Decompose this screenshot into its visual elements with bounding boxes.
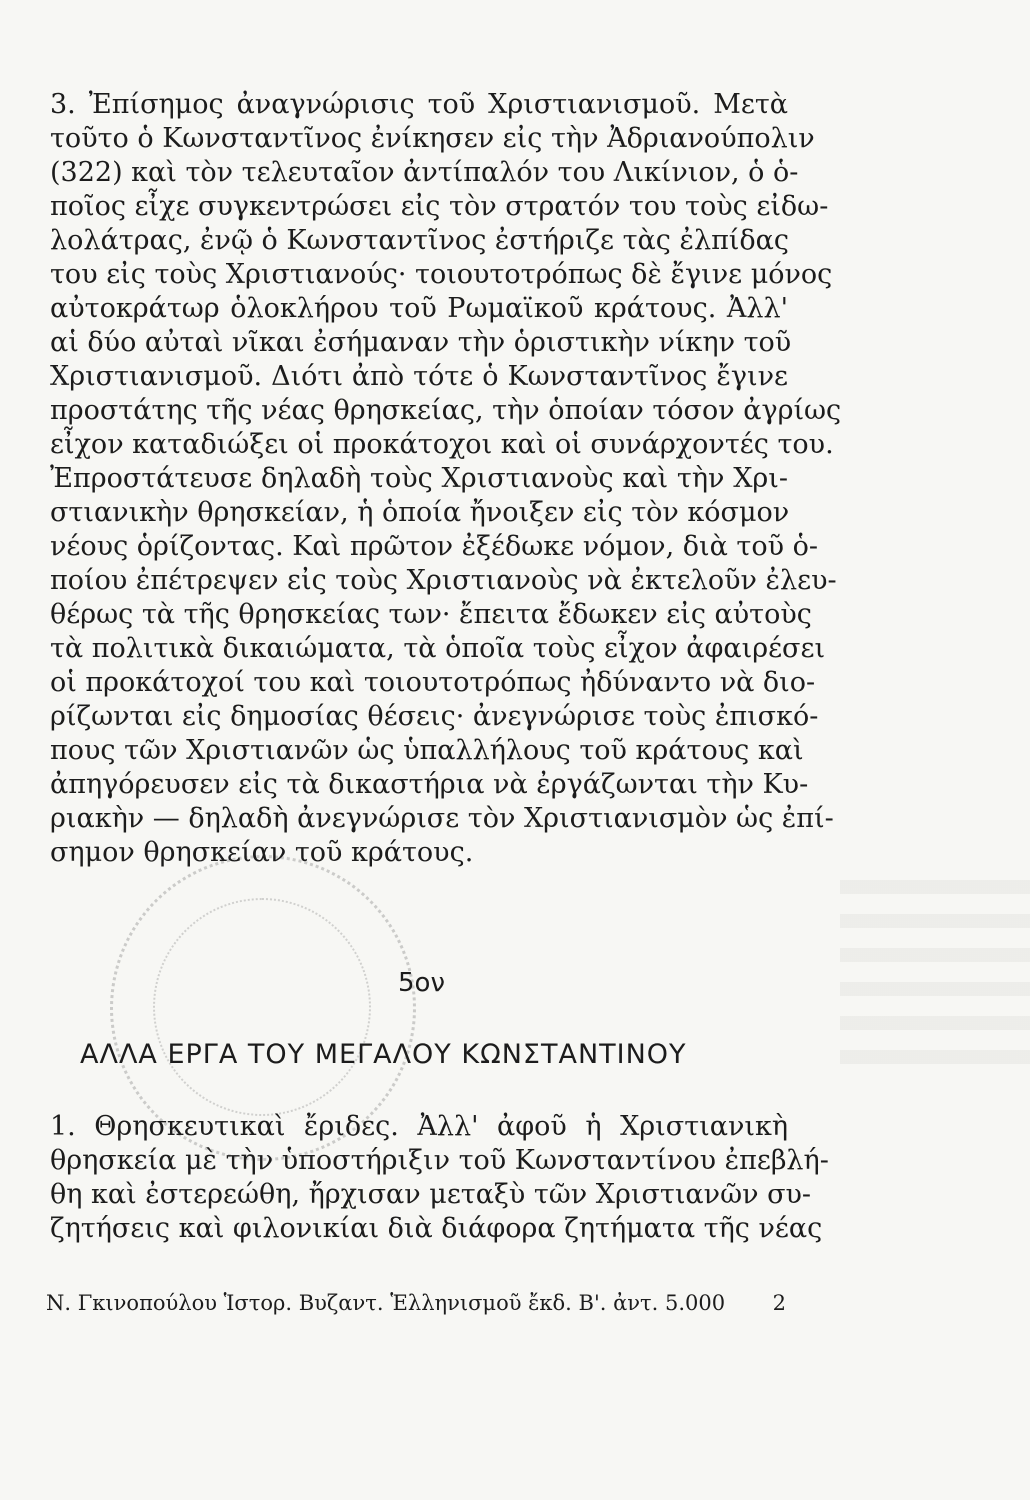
paragraph1-line: νέους ὁρίζοντας. Καὶ πρῶτον ἐξέδωκε νόμον, διὰ τοῦ ὁ- xyxy=(50,531,818,562)
paragraph1-line: λολάτρας, ἐνῷ ὁ Κωνσταντῖνος ἐστήριζε τὰς ἐλπίδας xyxy=(50,225,790,256)
paragraph1-line: 3. Ἐπίσημος ἀναγνώρισις τοῦ Χριστιανισμοῦ. Μετὰ xyxy=(50,89,788,120)
page-footer xyxy=(46,1288,786,1318)
paragraph1-line: αἱ δύο αὐταὶ νῖκαι ἐσήμαναν τὴν ὁριστικὴν νίκην τοῦ xyxy=(50,327,792,358)
paragraph1-line: θέρως τὰ τῆς θρησκείας των· ἔπειτα ἔδωκεν εἰς αὐτοὺς xyxy=(50,599,812,630)
paragraph1-line: ποῖος εἶχε συγκεντρώσει εἰς τὸν στρατόν του τοὺς εἰδω- xyxy=(50,191,829,222)
paragraph1-line: τὰ πολιτικὰ δικαιώματα, τὰ ὁποῖα τοὺς εἶχον ἀφαιρέσει xyxy=(50,633,826,664)
paragraph2-line: θρησκεία μὲ τὴν ὑποστήριξιν τοῦ Κωνσταντίνου ἐπεβλή- xyxy=(50,1145,829,1176)
paragraph2-line: ζητήσεις καὶ φιλονικίαι διὰ διάφορα ζητήματα τῆς νέας xyxy=(50,1213,823,1244)
paragraph1-line: εἶχον καταδιώξει οἱ προκάτοχοι καὶ οἱ συνάρχοντές του. xyxy=(50,429,834,460)
paragraph1-line: (322) καὶ τὸν τελευταῖον ἀντίπαλόν του Λικίνιον, ὁ ὁ- xyxy=(50,157,799,188)
paragraph1-line: του εἰς τοὺς Χριστιανούς· τοιουτοτρόπως δὲ ἔγινε μόνος xyxy=(50,259,833,290)
paragraph1-line: Χριστιανισμοῦ. Διότι ἀπὸ τότε ὁ Κωνσταντῖνος ἔγινε xyxy=(50,361,788,392)
paragraph1-line: αὐτοκράτωρ ὁλοκλήρου τοῦ Ρωμαϊκοῦ κράτους. Ἀλλ' xyxy=(50,293,788,324)
paragraph1-line: ριακὴν — δηλαδὴ ἀνεγνώρισε τὸν Χριστιανισμὸν ὡς ἐπί- xyxy=(50,803,834,834)
paragraph1-line: Ἐπροστάτευσε δηλαδὴ τοὺς Χριστιανοὺς καὶ τὴν Χρι- xyxy=(50,463,788,494)
paragraph1-line: ρίζωνται εἰς δημοσίας θέσεις· ἀνεγνώρισε τοὺς ἐπισκό- xyxy=(50,701,819,732)
section-number: 5ον xyxy=(398,968,445,998)
paragraph1-line: σημον θρησκείαν τοῦ κράτους. xyxy=(50,837,474,868)
bleed-through-text xyxy=(840,880,1030,1080)
page-number: 2 xyxy=(772,1291,786,1315)
paragraph2-line: θη καὶ ἐστερεώθη, ἤρχισαν μεταξὺ τῶν Χριστιανῶν συ- xyxy=(50,1179,812,1210)
paragraph1-line: οἱ προκάτοχοί του καὶ τοιουτοτρόπως ἠδύναντο νὰ διο- xyxy=(50,667,816,698)
paragraph1-line: ποίου ἐπέτρεψεν εἰς τοὺς Χριστιανοὺς νὰ ἐκτελοῦν ἐλευ- xyxy=(50,565,837,596)
footer-citation: Ν. Γκινοπούλου Ἱστορ. Βυζαντ. Ἑλληνισμοῦ ἔκδ. Β'. ἀντ. 5.000 xyxy=(46,1291,726,1315)
paragraph2-line: 1. Θρησκευτικαὶ ἔριδες. Ἀλλ' ἀφοῦ ἡ Χριστιανικὴ xyxy=(50,1111,788,1142)
paragraph1-line: πους τῶν Χριστιανῶν ὡς ὑπαλλήλους τοῦ κράτους καὶ xyxy=(50,735,804,766)
chapter-title: ΑΛΛΑ ΕΡΓΑ ΤΟΥ ΜΕΓΑΛΟΥ ΚΩΝΣΤΑΝΤΙΝΟΥ xyxy=(80,1039,687,1070)
paragraph1-line: προστάτης τῆς νέας θρησκείας, τὴν ὁποίαν τόσον ἀγρίως xyxy=(50,395,842,426)
paragraph1-line: στιανικὴν θρησκείαν, ἡ ὁποία ἤνοιξεν εἰς τὸν κόσμον xyxy=(50,497,790,528)
paragraph1-line: τοῦτο ὁ Κωνσταντῖνος ἐνίκησεν εἰς τὴν Ἀδριανούπολιν xyxy=(50,123,815,154)
paragraph1-line: ἀπηγόρευσεν εἰς τὰ δικαστήρια νὰ ἐργάζωνται τὴν Κυ- xyxy=(50,769,809,800)
